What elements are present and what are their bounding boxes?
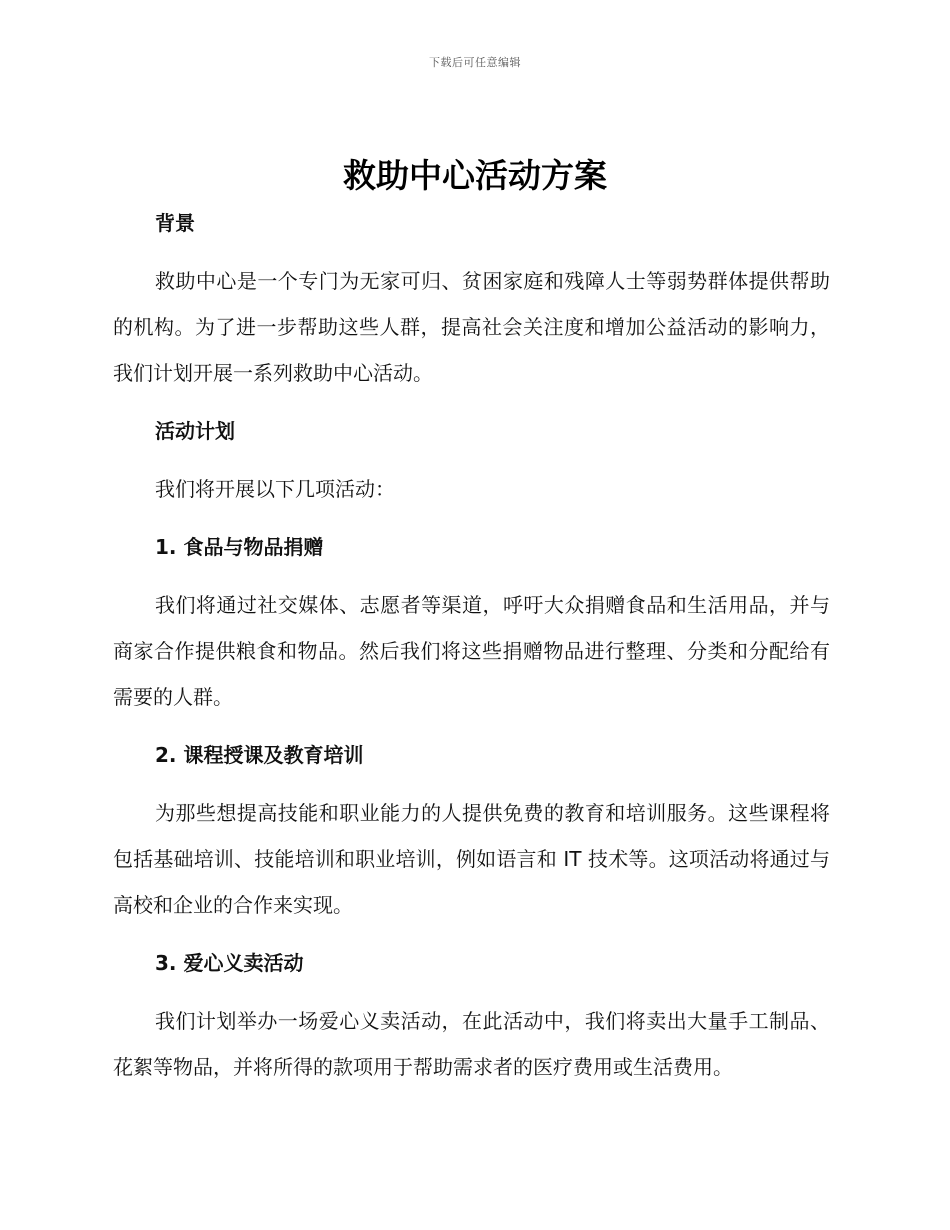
section-heading-plan: 活动计划 xyxy=(155,419,235,443)
item-heading-2: 2. 课程授课及教育培训 xyxy=(155,743,364,767)
document-body xyxy=(113,200,830,1090)
header-note: 下载后可任意编辑 xyxy=(429,56,521,69)
paragraph-item-2: 为那些想提高技能和职业能力的人提供免费的教育和培训服务。这些课程将包括基础培训、技能培训和职业培训，例如语言和 IT 技术等。这项活动将通过与高校和企业的合作来实现。 xyxy=(113,801,830,917)
paragraph-plan-intro: 我们将开展以下几项活动： xyxy=(155,477,395,501)
paragraph-item-3: 我们计划举办一场爱心义卖活动，在此活动中，我们将卖出大量手工制品、花絮等物品，并将所得的款项用于帮助需求者的医疗费用或生活费用。 xyxy=(113,1009,830,1079)
document-title: 救助中心活动方案 xyxy=(343,156,607,195)
item-heading-1: 1. 食品与物品捐赠 xyxy=(155,535,324,559)
section-heading-background: 背景 xyxy=(155,211,195,235)
paragraph-item-1: 我们将通过社交媒体、志愿者等渠道，呼吁大众捐赠食品和生活用品，并与商家合作提供粮食和物品。然后我们将这些捐赠物品进行整理、分类和分配给有需要的人群。 xyxy=(113,593,830,709)
paragraph-background: 救助中心是一个专门为无家可归、贫困家庭和残障人士等弱势群体提供帮助的机构。为了进一步帮助这些人群，提高社会关注度和增加公益活动的影响力，我们计划开展一系列救助中心活动。 xyxy=(113,269,830,385)
item-heading-3: 3. 爱心义卖活动 xyxy=(155,951,304,975)
